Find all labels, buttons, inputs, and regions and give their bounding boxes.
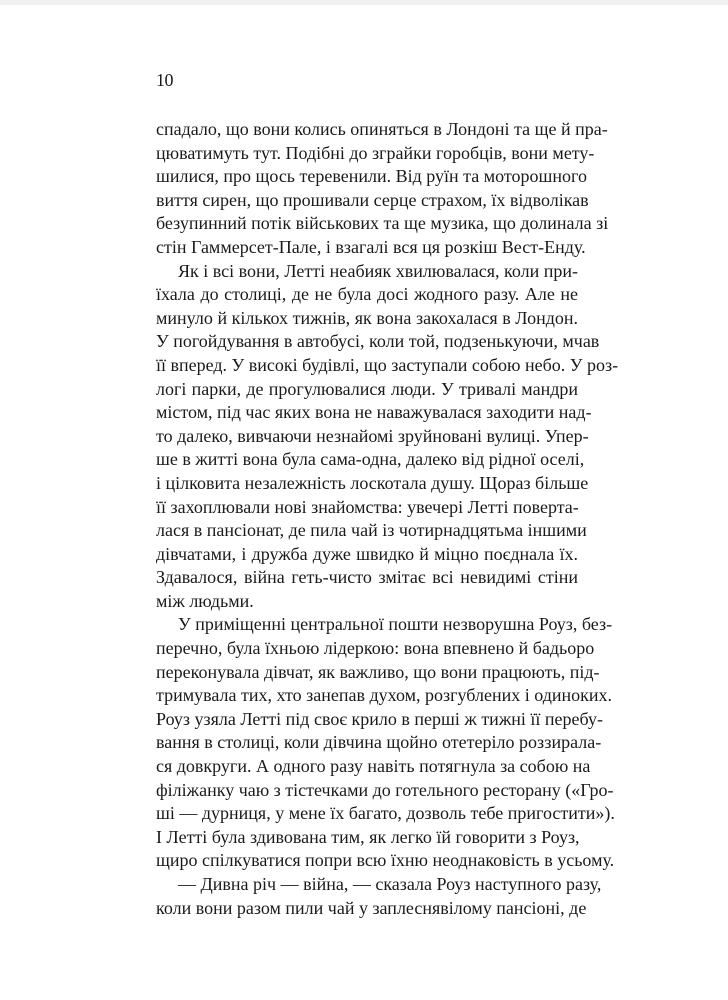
text-line: минуло й кількох тижнів, як вона закохалася в Лондон. [156,307,578,328]
text-line: ші — дурниця, у мене їх багато, дозволь тебе пригостити»). [156,803,615,824]
text-line: ся довкруги. А одного разу навіть потягнула за собою на [156,756,591,777]
text-line: цюватимуть тут. Подібні до зграйки горобців, вони мету- [156,142,595,163]
page-top-edge [0,0,728,5]
text-line: ше в житті вона була сама-одна, далеко від рідної оселі, [156,449,585,470]
text-line: між людьми. [156,590,254,611]
text-line: переконувала дівчат, як важливо, що вони працюють, під- [156,661,600,682]
text-line: вання в столиці, коли дівчина щойно отетеріло роззирала- [156,732,602,753]
text-line: перечно, була їхньою лідеркою: вона впевнено й бадьоро [156,638,595,659]
text-line: тримувала тих, хто занепав духом, розгублених і одиноких. [156,685,613,706]
text-line: У приміщенні центральної пошти незворушна Роуз, без- [178,614,613,635]
text-line: містом, під час яких вона не наважувалася заходити над- [156,402,592,423]
text-line: виття сирен, що прошивали серце страхом, їх відволікав [156,189,589,210]
text-line: їхала до столиці, де не була досі жодного разу. Але не [156,284,578,305]
text-line: логі парки, де прогулювалися люди. У тривалі мандри [156,378,578,399]
text-line: — Дивна річ — війна, — сказала Роуз наступного разу, [178,874,602,894]
text-line: дівчатами, і дружба дуже швидко й міцно поєднала їх. [156,543,578,564]
text-line: У погойдування в автобусі, коли той, подзенькуючи, мчав [156,331,600,352]
text-line: Як і всі вони, Летті неабияк хвилювалася, коли при- [178,260,578,281]
text-line: І Летті була здивована тим, як легко їй говорити з Роуз, [156,826,580,847]
text-line: і цілковита незалежність лоскотала душу. Щораз більше [156,472,589,493]
text-line: стін Гаммерсет-Пале, і взагалі вся ця розкіш Вест-Енду. [156,236,586,257]
text-line: щиро спілкуватися попри всю їхню неоднаковість в усьому. [156,850,615,871]
text-line: філіжанку чаю з тістечками до готельного ресторану («Гро- [156,779,614,800]
page-number: 10 [156,70,173,90]
text-line: безупинний потік військових та ще музика, що долинала зі [156,213,609,234]
text-line: її вперед. У високі будівлі, що заступали собою небо. У роз- [156,354,619,375]
text-line: коли вони разом пили чай у заплеснявілому пансіоні, де [156,897,587,918]
text-line: лася в пансіонат, де пила чай із чотирнадцятьма іншими [156,520,587,541]
text-line: Здавалося, війна геть-чисто змітає всі невидимі стіни [156,567,578,588]
text-line: її захоплювали нові знайомства: увечері Летті поверта- [156,496,579,517]
text-line: то далеко, вивчаючи незнайомі зруйновані вулиці. Упер- [156,425,589,446]
text-line: спадало, що вони колись опиняться в Лондоні та ще й пра- [156,119,608,139]
text-line: Роуз узяла Летті під своє крило в перші ж тижні її перебу- [156,708,603,729]
body-text [156,118,619,920]
text-line: шилися, про щось теревенили. Від руїн та моторошного [156,166,587,187]
